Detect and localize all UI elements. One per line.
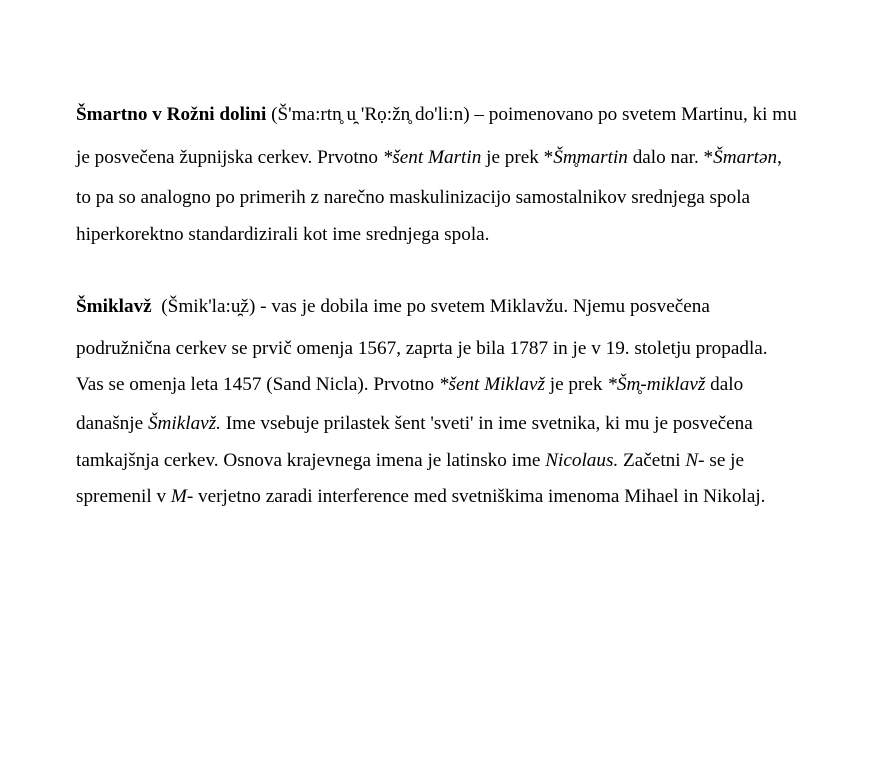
- text-run-italic: Šmartən: [713, 147, 778, 168]
- text-run: hiperkorektno standardizirali kot ime srednjega spola.: [76, 224, 490, 245]
- text-run: je prek *: [481, 147, 554, 168]
- text-run: (Šmik'la:u̯ž) - vas je dobila ime po svetem Miklavžu. Njemu posvečena: [151, 296, 710, 317]
- text-run: spremenil v: [76, 486, 171, 507]
- text-run: podružnična cerkev se prvič omenja 1567, zaprta je bila 1787 in je v 19. stoletju propadla.: [76, 338, 768, 359]
- text-run: Vas se omenja leta 1457 (Sand Nicla). Prvotno: [76, 374, 439, 395]
- text-run: današnje: [76, 413, 148, 434]
- text-run-italic: Nicolaus.: [545, 450, 619, 471]
- entry-smartno-line-2: [76, 146, 782, 170]
- entry-smartno-line-1: [76, 103, 797, 127]
- entry-smiklavz-line-3: [76, 373, 743, 397]
- entry-smiklavz-line-1: [76, 295, 710, 319]
- entry-smiklavz-line-4: [76, 412, 753, 436]
- text-run: (Š'ma:rtn̥ u̯ 'Rọ:žn̥ do'li:n) – poimenovano po svetem Martinu, ki mu: [266, 104, 797, 125]
- text-run: Začetni: [618, 450, 686, 471]
- text-run: se je: [704, 450, 744, 471]
- entry-smiklavz-line-6: [76, 485, 765, 509]
- entry-smiklavz-line-5: [76, 449, 744, 473]
- text-run: dalo nar. *: [627, 147, 714, 168]
- entry-smartno-line-3: [76, 186, 750, 210]
- text-run-italic: *Šm̥-miklavž: [607, 374, 706, 395]
- entry-title-smiklavz: Šmiklavž: [76, 296, 152, 317]
- text-run: je prek: [544, 374, 608, 395]
- text-run-italic: N-: [685, 450, 705, 471]
- text-run-italic: *šent Martin: [382, 147, 482, 168]
- entry-smiklavz-line-2: [76, 337, 768, 361]
- text-run-italic: *šent Miklavž: [438, 374, 545, 395]
- text-run: verjetno zaradi interference med svetniškima imenoma Mihael in Nikolaj.: [193, 486, 766, 507]
- text-run: je posvečena župnijska cerkev. Prvotno: [76, 147, 383, 168]
- text-run-italic: Šm̥martin: [553, 147, 628, 168]
- entry-title-smartno: Šmartno v Rožni dolini: [76, 104, 267, 125]
- text-run-italic: M-: [170, 486, 194, 507]
- text-run: dalo: [705, 374, 744, 395]
- text-run: Ime vsebuje prilastek šent 'sveti' in ime svetnika, ki mu je posvečena: [220, 413, 753, 434]
- text-run: ,: [777, 147, 782, 168]
- text-run: to pa so analogno po primerih z narečno maskulinizacijo samostalnikov srednjega spola: [76, 187, 751, 208]
- entry-smartno-line-4: [76, 223, 489, 247]
- text-run-italic: Šmiklavž.: [147, 413, 221, 434]
- text-run: tamkajšnja cerkev. Osnova krajevnega imena je latinsko ime: [76, 450, 546, 471]
